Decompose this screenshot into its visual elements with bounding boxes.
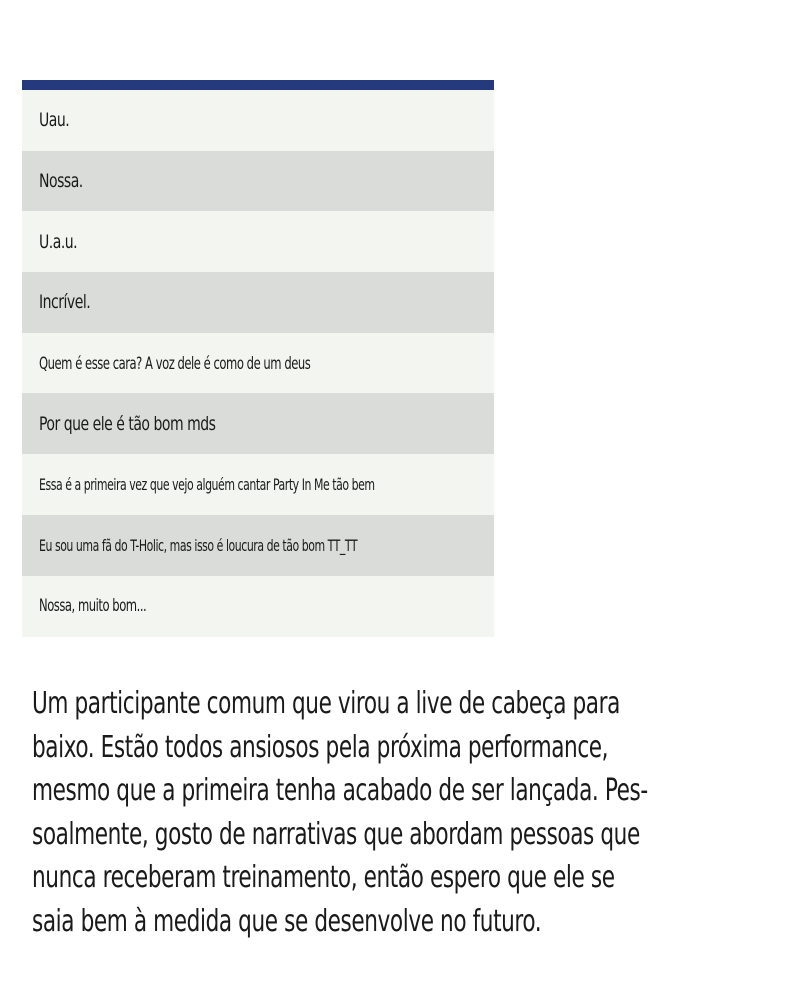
chat-message — [22, 515, 494, 576]
caption-paragraph — [32, 682, 752, 943]
chat-message — [22, 90, 494, 151]
chat-message-text: Quem é esse cara? A voz dele é como de um deus — [39, 353, 311, 373]
chat-message — [22, 151, 494, 212]
caption-line: Um participante comum que virou a live de cabeça para — [32, 686, 620, 721]
chat-message-text: Nossa. — [39, 170, 83, 193]
caption-line: baixo. Estão todos ansiosos pela próxima performance, — [32, 729, 609, 765]
chat-message-text: Essa é a primeira vez que vejo alguém cantar Party In Me tão bem — [39, 474, 375, 494]
caption-line: soalmente, gosto de narrativas que abordam pessoas que — [32, 816, 640, 852]
chat-panel — [22, 80, 494, 637]
chat-message — [22, 211, 494, 272]
chat-message-text: Eu sou uma fã do T-Holic, mas isso é loucura de tão bom TT_TT — [39, 535, 358, 555]
chat-message-text: U.a.u. — [39, 230, 78, 253]
caption-line: mesmo que a primeira tenha acabado de ser lançada. Pes- — [32, 773, 648, 808]
chat-message — [22, 454, 494, 515]
chat-message-text: Nossa, muito bom... — [39, 596, 147, 616]
chat-message — [22, 333, 494, 394]
chat-message — [22, 576, 494, 637]
chat-message — [22, 393, 494, 454]
chat-message-text: Por que ele é tão bom mds — [39, 412, 216, 435]
chat-top-bar — [22, 80, 494, 90]
chat-message-text: Uau. — [39, 109, 70, 132]
chat-message-text: Incrível. — [39, 291, 91, 314]
caption-line: nunca receberam treinamento, então espero que ele se — [32, 860, 615, 895]
caption-line: saia bem à medida que se desenvolve no futuro. — [32, 903, 542, 939]
chat-message — [22, 272, 494, 333]
chat-message-list — [22, 90, 494, 636]
